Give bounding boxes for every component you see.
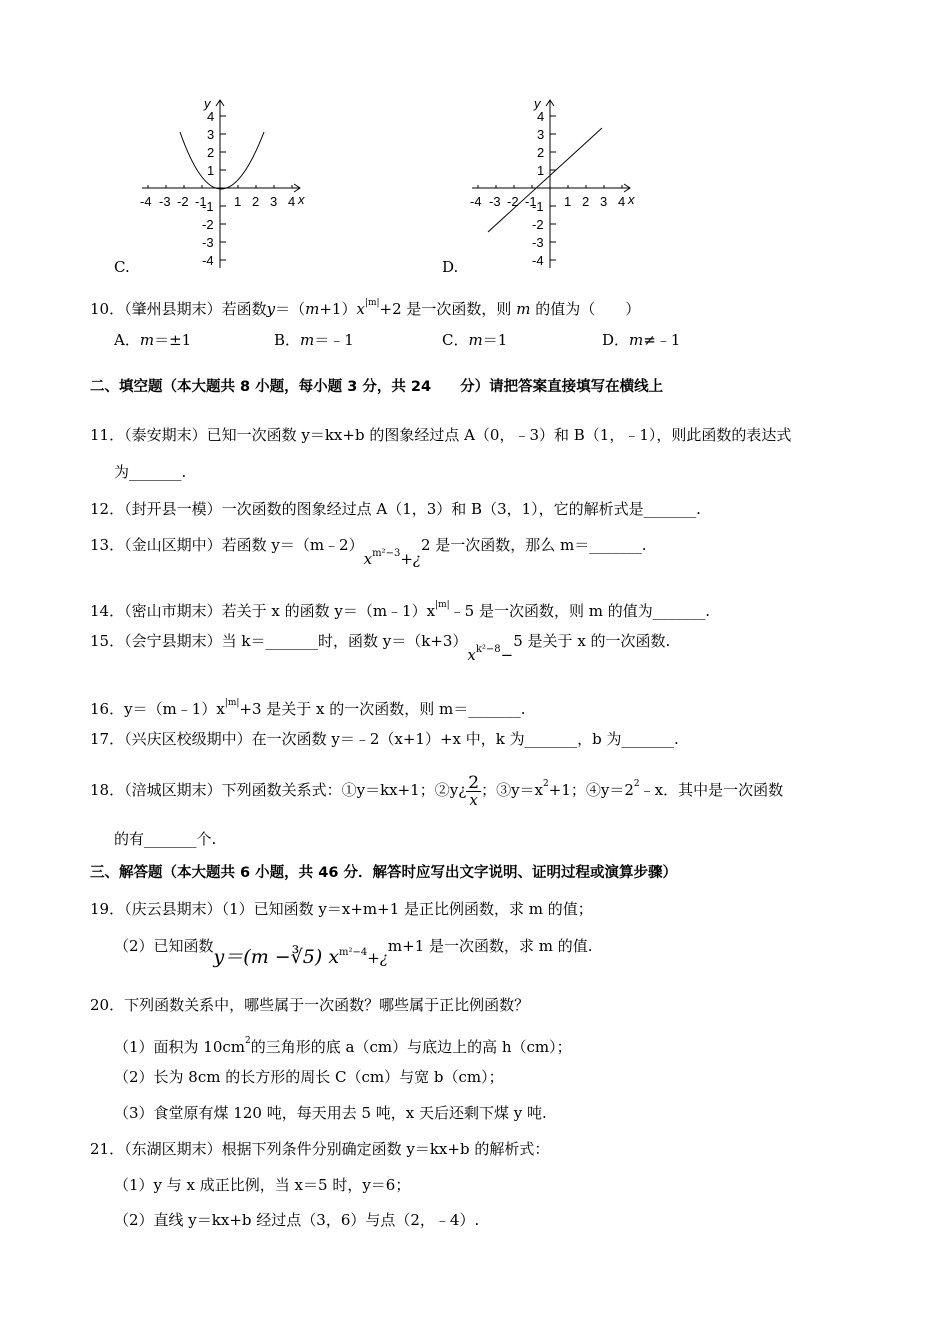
svg-text:-2: -2	[507, 194, 519, 209]
svg-text:3: 3	[600, 194, 608, 209]
svg-text:1: 1	[537, 163, 545, 178]
question-11-line1: 11．（泰安期末）已知一次函数 y＝kx+b 的图象经过点 A（0，﹣3）和 B（1，﹣1），则此函数的表达式	[90, 426, 792, 444]
svg-text:-1: -1	[202, 199, 214, 214]
svg-text:x: x	[298, 192, 305, 207]
svg-text:-4: -4	[202, 253, 214, 268]
option-c-label: C.	[114, 258, 130, 276]
question-21-line1: 21．（东湖区期末）根据下列条件分别确定函数 y＝kx+b 的解析式：	[90, 1140, 550, 1158]
svg-text:-1: -1	[195, 194, 207, 209]
question-17: 17．（兴庆区校级期中）在一次函数 y＝﹣2（x+1）+x 中，k 为_______，b 为_______.	[90, 730, 679, 748]
q10-option-a[interactable]: A．m＝±1	[114, 331, 192, 349]
question-18: 18．（涪城区期末）下列函数关系式：①y＝kx+1；②y¿ $\frac{2}{x}$ ；$③y=x^2+1$；$④y=2^2﹣x$．其中是一次函数	[90, 772, 784, 809]
option-d-label: D.	[442, 258, 459, 276]
svg-text:-2: -2	[202, 217, 214, 232]
svg-text:y: y	[204, 96, 211, 111]
svg-text:4: 4	[537, 109, 545, 124]
svg-text:4: 4	[207, 109, 215, 124]
question-14: 14．（密山市期末）若关于 x 的函数 $y=(m﹣1)x^{|m|}﹣5$ 是一次函数，则 m 的值为_______.	[90, 600, 711, 620]
graph-c	[130, 92, 310, 274]
section-2-heading: 二、填空题（本大题共 8 小题，每小题 3 分，共 24 分）请把答案直接填写在横线上	[90, 379, 664, 395]
svg-text:-4: -4	[140, 194, 152, 209]
svg-text:3: 3	[537, 127, 545, 142]
svg-text:1: 1	[564, 194, 572, 209]
svg-text:-3: -3	[532, 235, 544, 250]
svg-text:-3: -3	[202, 235, 214, 250]
svg-text:-4: -4	[532, 253, 544, 268]
q10-option-c[interactable]: C．m＝1	[442, 331, 508, 349]
question-11-line2: 为_______.	[114, 463, 187, 481]
svg-text:-1: -1	[525, 194, 537, 209]
section-3-heading: 三、解答题（本大题共 6 小题，共 46 分．解答时应写出文字说明、证明过程或演算步骤）	[90, 865, 677, 881]
svg-text:1: 1	[234, 194, 242, 209]
svg-text:-2: -2	[177, 194, 189, 209]
svg-text:2: 2	[582, 194, 590, 209]
question-10: 10．（肇州县期末）若函数$y=(m+1)x^{|m|}+2$ 是一次函数，则 m 的值为（ ）	[90, 298, 641, 318]
question-20-item2: （2）长为 8cm 的长方形的周长 C（cm）与宽 b（cm）；	[114, 1068, 504, 1086]
graph-d	[460, 92, 640, 274]
question-20-item3: （3）食堂原有煤 120 吨，每天用去 5 吨，x 天后还剩下煤 y 吨.	[114, 1104, 547, 1122]
svg-text:-3: -3	[489, 194, 501, 209]
question-20-line1: 20．下列函数关系中，哪些属于一次函数？哪些属于正比例函数？	[90, 996, 530, 1014]
svg-text:3: 3	[207, 127, 215, 142]
question-21-item2: （2）直线 y＝kx+b 经过点（3，6）与点（2，﹣4）.	[114, 1211, 480, 1229]
question-19-part2: （2）已知函数y＝(m −∛5) $x_{m^2-4}+¿m+1$ 是一次函数，求 m 的值.	[114, 937, 593, 968]
linear-function-line	[488, 128, 602, 232]
question-19-line1: 19．（庆云县期末）（1）已知函数 y＝x+m+1 是正比例函数，求 m 的值；	[90, 900, 593, 918]
q10-option-b[interactable]: B．m＝﹣1	[274, 331, 354, 349]
question-16: 16．$y=(m﹣1)x^{|m|}+3$ 是关于 x 的一次函数，则 m＝_______.	[90, 698, 526, 718]
question-18-line2: 的有_______个.	[114, 830, 217, 848]
svg-text:-1: -1	[532, 199, 544, 214]
svg-text:2: 2	[537, 145, 545, 160]
question-20-item1: （1）面积为 $10cm^2$的三角形的底 a（cm）与底边上的高 h（cm）；	[114, 1036, 572, 1056]
svg-text:3: 3	[270, 194, 278, 209]
svg-text:4: 4	[288, 194, 296, 209]
svg-text:y: y	[534, 96, 541, 111]
question-13: 13．（金山区期中）若函数 $y=(m﹣2)x^{m^2-3}+¿2$ 是一次函数，那么 m＝_______.	[90, 536, 647, 568]
svg-text:x: x	[628, 192, 635, 207]
svg-text:-3: -3	[159, 194, 171, 209]
question-12: 12．（封开县一模）一次函数的图象经过点 A（1，3）和 B（3，1），它的解析式是_______.	[90, 500, 701, 518]
svg-text:2: 2	[207, 145, 215, 160]
svg-text:4: 4	[618, 194, 626, 209]
question-15: 15．（会宁县期末）当 k＝_______时，函数 $y=(k+3)x^{k^2-8}-5$ 是关于 x 的一次函数.	[90, 632, 671, 664]
parabola-curve	[180, 132, 264, 189]
q10-option-d[interactable]: D．m≠﹣1	[602, 331, 681, 349]
svg-text:2: 2	[252, 194, 260, 209]
question-21-item1: （1）y 与 x 成正比例，当 x＝5 时，y＝6；	[114, 1176, 411, 1194]
svg-text:-2: -2	[532, 217, 544, 232]
svg-text:1: 1	[207, 163, 215, 178]
svg-text:-4: -4	[470, 194, 482, 209]
